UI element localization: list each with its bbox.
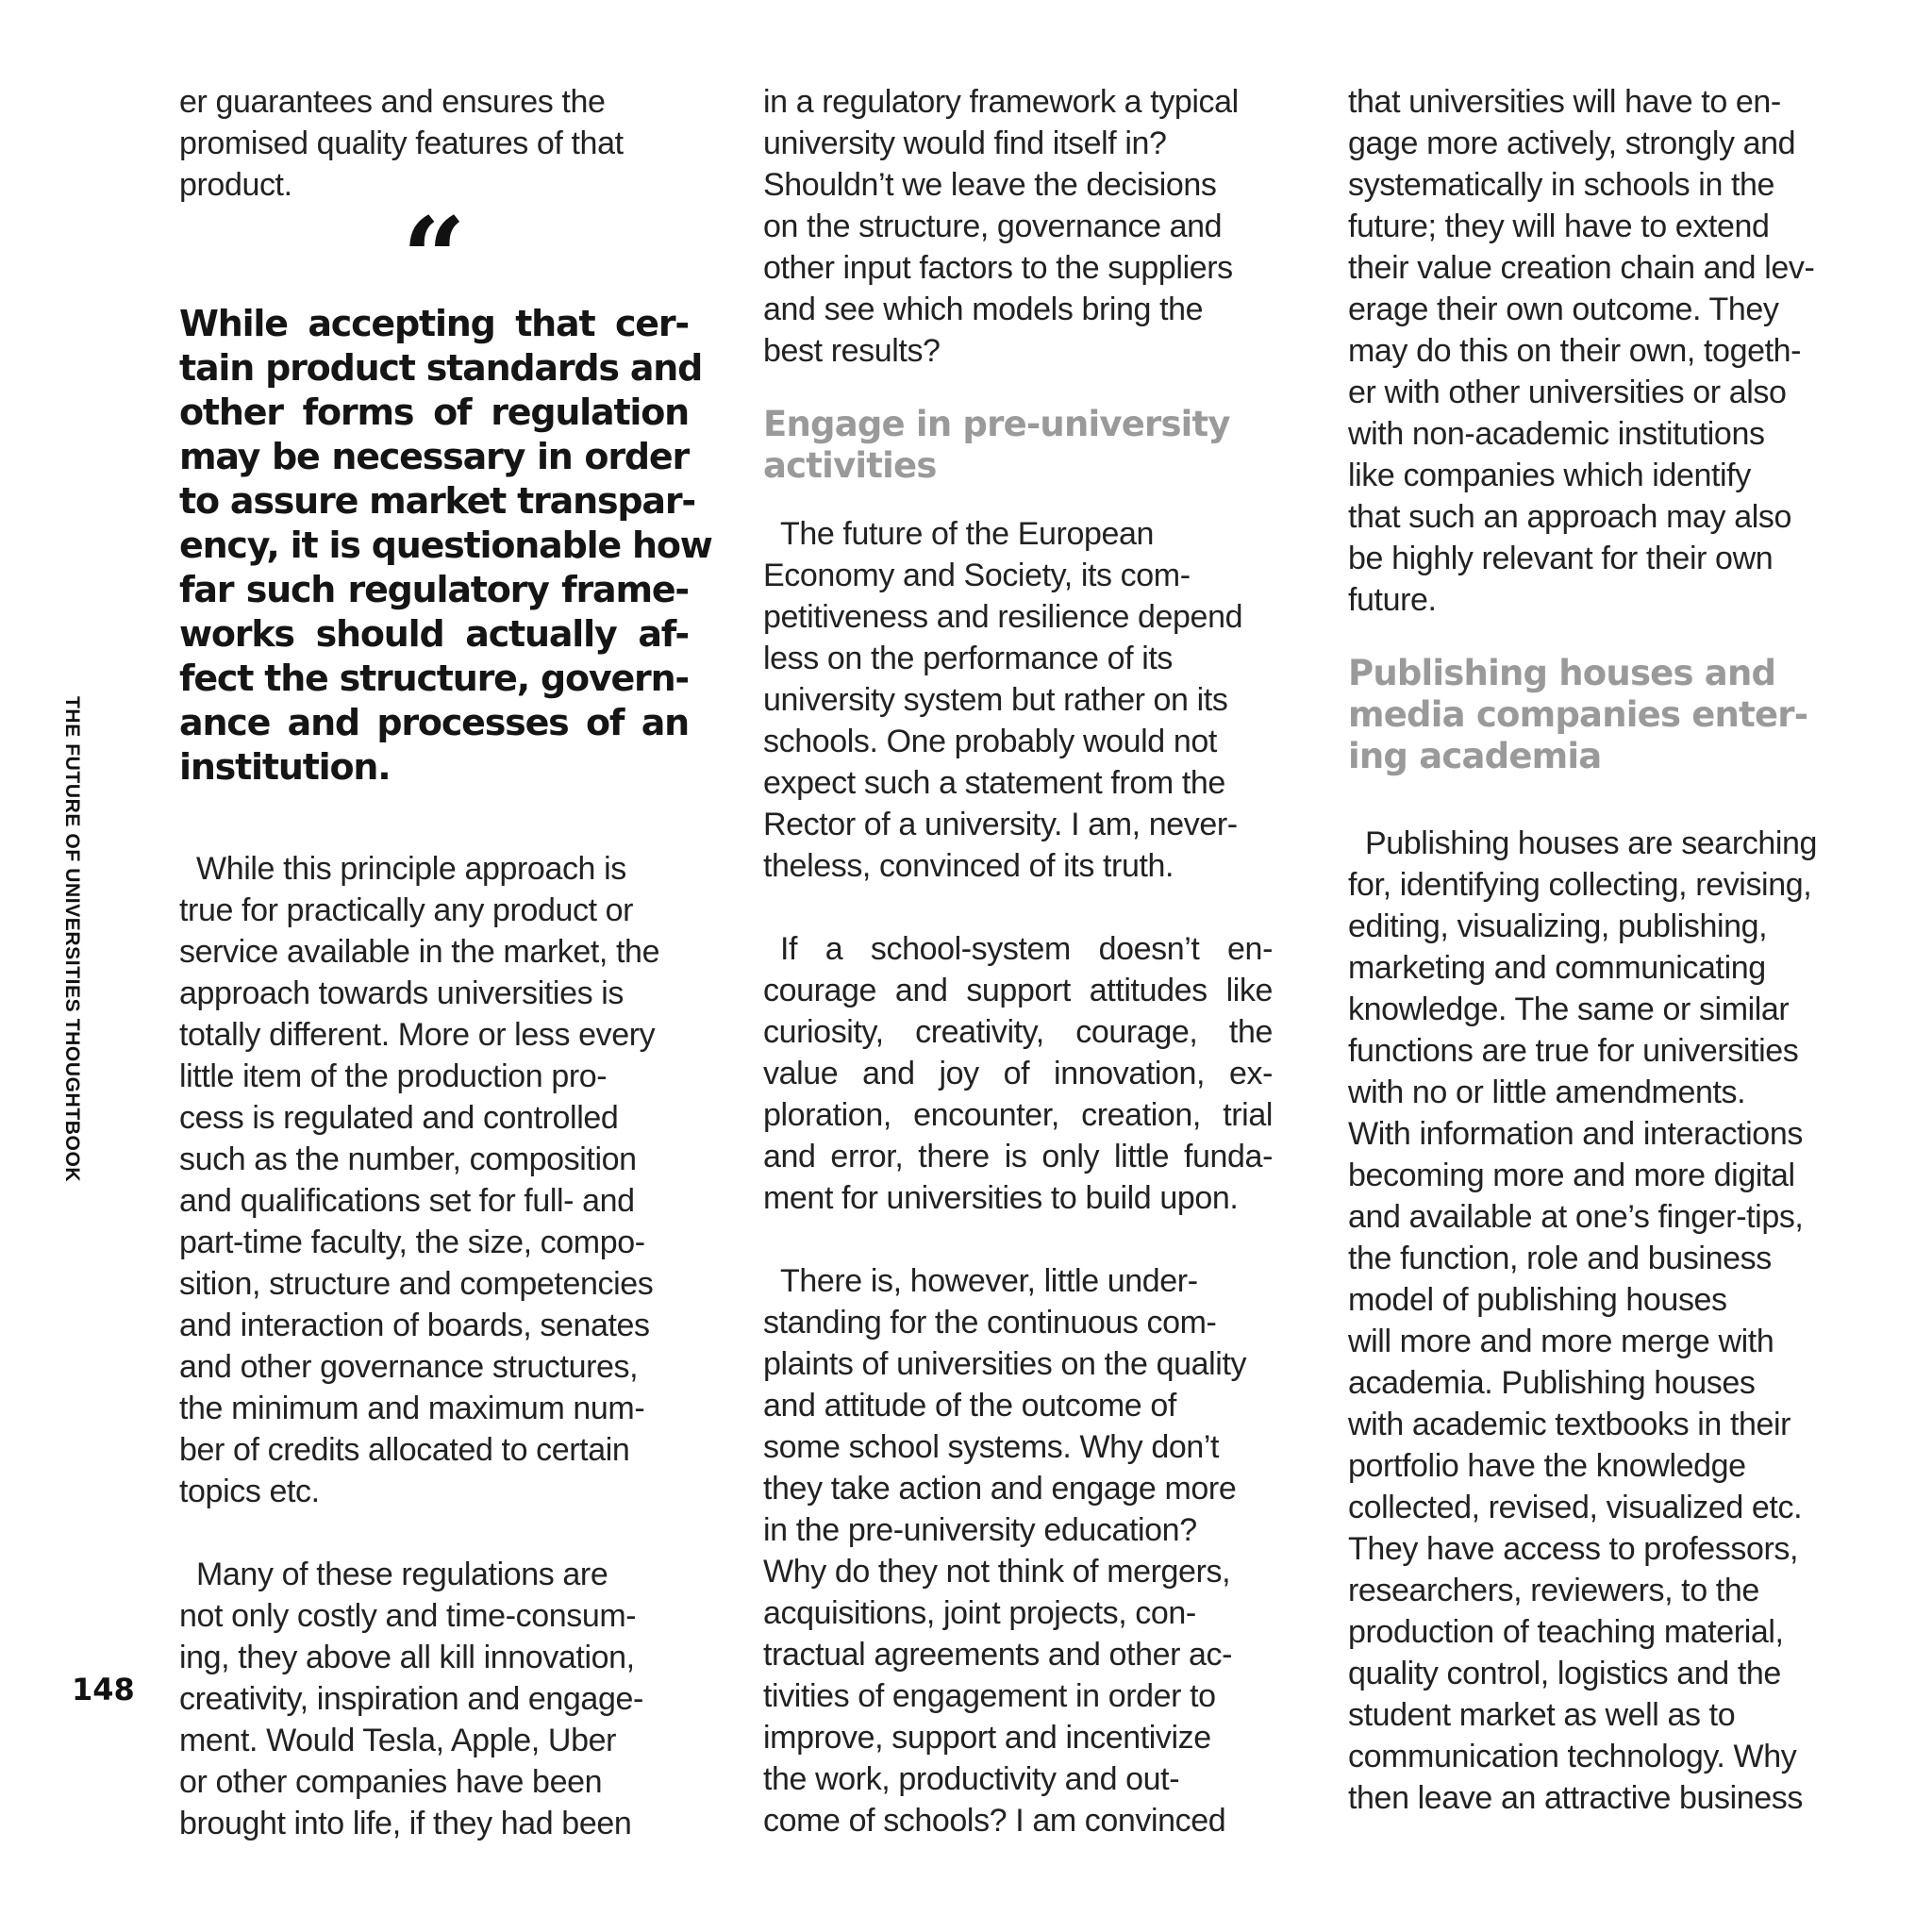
text-line: curiosity, creativity, courage, the — [763, 1014, 1273, 1050]
text-line: university system but rather on its — [763, 682, 1228, 718]
section-heading-pre-university — [763, 404, 1273, 487]
text-line: and qualifications set for full- and — [179, 1183, 635, 1219]
col1-paragraph-1 — [179, 848, 689, 1512]
text-line: knowledge. The same or similar — [1348, 991, 1790, 1027]
text-line: er with other universities or also — [1348, 375, 1787, 410]
text-line: totally different. More or less every — [179, 1017, 656, 1053]
text-line: marketing and communicating — [1348, 950, 1766, 986]
page-number: 148 — [72, 1672, 135, 1707]
col3-intro — [1348, 81, 1857, 621]
text-line: While this principle approach is — [196, 851, 626, 887]
text-line: Shouldn’t we leave the decisions — [763, 167, 1217, 203]
text-line: and attitude of the outcome of — [763, 1388, 1176, 1424]
text-line: then leave an attractive business — [1348, 1780, 1803, 1816]
text-line: Why do they not think of mergers, — [763, 1554, 1231, 1590]
text-line: researchers, reviewers, to the — [1348, 1573, 1759, 1608]
col2-intro — [763, 81, 1273, 372]
text-line: may do this on their own, togeth- — [1348, 333, 1802, 369]
text-line: other input factors to the suppliers — [763, 250, 1233, 286]
text-line: come of schools? I am convinced — [763, 1803, 1226, 1839]
text-line: The future of the European — [780, 516, 1154, 552]
text-line: tivities of engagement in order to — [763, 1678, 1216, 1714]
text-line: They have access to professors, — [1348, 1531, 1799, 1567]
text-line: ing, they above all kill innovation, — [179, 1640, 635, 1675]
text-line: some school systems. Why don’t — [763, 1429, 1220, 1465]
text-line: less on the performance of its — [763, 641, 1174, 676]
text-line: best results? — [763, 333, 941, 369]
running-title: THE FUTURE OF UNIVERSITIES THOUGHTBOOK — [61, 696, 83, 1183]
text-line: their value creation chain and lev- — [1348, 250, 1815, 286]
col2-paragraph-1 — [763, 513, 1273, 887]
text-line: and error, there is only little funda- — [763, 1139, 1273, 1174]
text-line: ing academia — [1348, 736, 1602, 776]
text-line: the function, role and business — [1348, 1241, 1772, 1276]
text-line: sition, structure and competencies — [179, 1266, 654, 1302]
text-line: and other governance structures, — [179, 1349, 639, 1385]
col2-paragraph-3 — [763, 1260, 1273, 1841]
text-line: ploration, encounter, creation, trial — [763, 1097, 1273, 1133]
column-2 — [763, 81, 1273, 1841]
text-line: little item of the production pro- — [179, 1058, 608, 1094]
text-line: fect the structure, govern- — [179, 658, 689, 699]
col1-intro — [179, 81, 689, 206]
text-line: topics etc. — [179, 1474, 320, 1509]
text-line: promised quality features of that — [179, 125, 624, 161]
text-line: er guarantees and ensures the — [179, 84, 606, 120]
text-line: acquisitions, joint projects, con- — [763, 1595, 1196, 1631]
text-line: expect such a statement from the — [763, 765, 1225, 801]
text-line: works should actually af- — [179, 613, 689, 655]
text-line: such as the number, composition — [179, 1141, 637, 1177]
text-line: future; they will have to extend — [1348, 208, 1770, 244]
text-line: value and joy of innovation, ex- — [763, 1056, 1273, 1091]
text-line: systematically in schools in the — [1348, 167, 1775, 203]
text-line: ber of credits allocated to certain — [179, 1432, 630, 1468]
text-line: becoming more and more digital — [1348, 1158, 1795, 1193]
text-line: that such an approach may also — [1348, 499, 1791, 535]
text-line: model of publishing houses — [1348, 1282, 1727, 1318]
text-line: on the structure, governance and — [763, 208, 1223, 244]
text-line: There is, however, little under- — [780, 1263, 1198, 1299]
text-line: they take action and engage more — [763, 1471, 1237, 1507]
text-line: tain product standards and — [179, 347, 703, 389]
text-line: standing for the continuous com- — [763, 1305, 1217, 1341]
text-line: creativity, inspiration and engage- — [179, 1681, 643, 1717]
text-line: erage their own outcome. They — [1348, 291, 1779, 327]
text-line: the work, productivity and out- — [763, 1761, 1180, 1797]
text-line: With information and interactions — [1348, 1116, 1803, 1152]
text-line: approach towards universities is — [179, 975, 624, 1011]
pull-quote — [179, 302, 712, 790]
text-line: true for practically any product or — [179, 892, 634, 928]
text-line: and available at one’s finger-tips, — [1348, 1199, 1804, 1235]
text-line: Economy and Society, its com- — [763, 558, 1191, 593]
text-line: may be necessary in order — [179, 436, 689, 477]
text-line: ency, it is questionable how — [179, 525, 712, 566]
text-line: cess is regulated and controlled — [179, 1100, 619, 1136]
text-line: courage and support attitudes like — [763, 973, 1273, 1008]
text-line: activities — [763, 445, 937, 486]
text-line: university would find itself in? — [763, 125, 1167, 161]
col2-paragraph-2 — [763, 928, 1273, 1219]
text-line: in a regulatory framework a typical — [763, 84, 1239, 120]
text-line: media companies enter- — [1348, 694, 1808, 735]
text-line: future. — [1348, 582, 1437, 618]
column-1 — [179, 81, 712, 1844]
text-line: like companies which identify — [1348, 458, 1751, 493]
text-line: in the pre-university education? — [763, 1512, 1197, 1548]
text-line: ance and processes of an — [179, 702, 689, 743]
text-line: with academic textbooks in their — [1348, 1407, 1791, 1442]
text-line: with no or little amendments. — [1348, 1074, 1746, 1110]
col3-paragraph-1 — [1348, 823, 1857, 1819]
text-line: student market as well as to — [1348, 1697, 1736, 1733]
text-line: and interaction of boards, senates — [179, 1307, 650, 1343]
col1-paragraph-2 — [179, 1554, 689, 1844]
text-line: Publishing houses and — [1348, 653, 1776, 693]
text-line: far such regulatory frame- — [179, 569, 689, 610]
text-line: service available in the market, the — [179, 934, 660, 970]
text-line: gage more actively, strongly and — [1348, 125, 1796, 161]
text-line: brought into life, if they had been — [179, 1806, 632, 1841]
text-line: communication technology. Why — [1348, 1739, 1797, 1774]
text-line: Publishing houses are searching — [1365, 825, 1818, 861]
text-line: other forms of regulation — [179, 391, 689, 433]
text-line: functions are true for universities — [1348, 1033, 1799, 1069]
text-line: that universities will have to en- — [1348, 84, 1781, 120]
text-line: and see which models bring the — [763, 291, 1204, 327]
text-line: While accepting that cer- — [179, 303, 689, 344]
text-line: or other companies have been — [179, 1764, 603, 1800]
text-line: plaints of universities on the quality — [763, 1346, 1247, 1382]
text-line: ment for universities to build upon. — [763, 1180, 1239, 1216]
text-line: Many of these regulations are — [196, 1557, 608, 1592]
quote-mark-icon: “ — [402, 192, 466, 324]
text-line: theless, convinced of its truth. — [763, 848, 1174, 884]
text-line: portfolio have the knowledge — [1348, 1448, 1746, 1484]
text-line: tractual agreements and other ac- — [763, 1637, 1233, 1673]
column-3 — [1348, 81, 1857, 1819]
text-line: academia. Publishing houses — [1348, 1365, 1756, 1401]
text-line: ment. Would Tesla, Apple, Uber — [179, 1723, 617, 1758]
text-line: be highly relevant for their own — [1348, 541, 1774, 576]
text-line: production of teaching material, — [1348, 1614, 1784, 1650]
text-line: editing, visualizing, publishing, — [1348, 908, 1768, 944]
text-line: will more and more merge with — [1348, 1324, 1774, 1359]
text-line: Engage in pre-university — [763, 404, 1230, 444]
text-line: improve, support and incentivize — [763, 1720, 1211, 1756]
text-line: to assure market transpar- — [179, 480, 695, 522]
text-line: If a school-system doesn’t en- — [780, 931, 1273, 967]
text-line: schools. One probably would not — [763, 724, 1217, 759]
section-heading-publishing — [1348, 653, 1857, 777]
text-line: collected, revised, visualized etc. — [1348, 1490, 1803, 1525]
text-line: product. — [179, 167, 292, 203]
text-line: petitiveness and resilience depend — [763, 599, 1243, 635]
text-line: not only costly and time-consum- — [179, 1598, 637, 1634]
text-line: for, identifying collecting, revising, — [1348, 867, 1812, 903]
text-line: institution. — [179, 746, 391, 788]
text-line: the minimum and maximum num- — [179, 1391, 645, 1426]
text-line: with non-academic institutions — [1348, 416, 1765, 452]
text-line: quality control, logistics and the — [1348, 1656, 1781, 1691]
text-line: part-time faculty, the size, compo- — [179, 1224, 645, 1260]
text-line: Rector of a university. I am, never- — [763, 807, 1238, 842]
